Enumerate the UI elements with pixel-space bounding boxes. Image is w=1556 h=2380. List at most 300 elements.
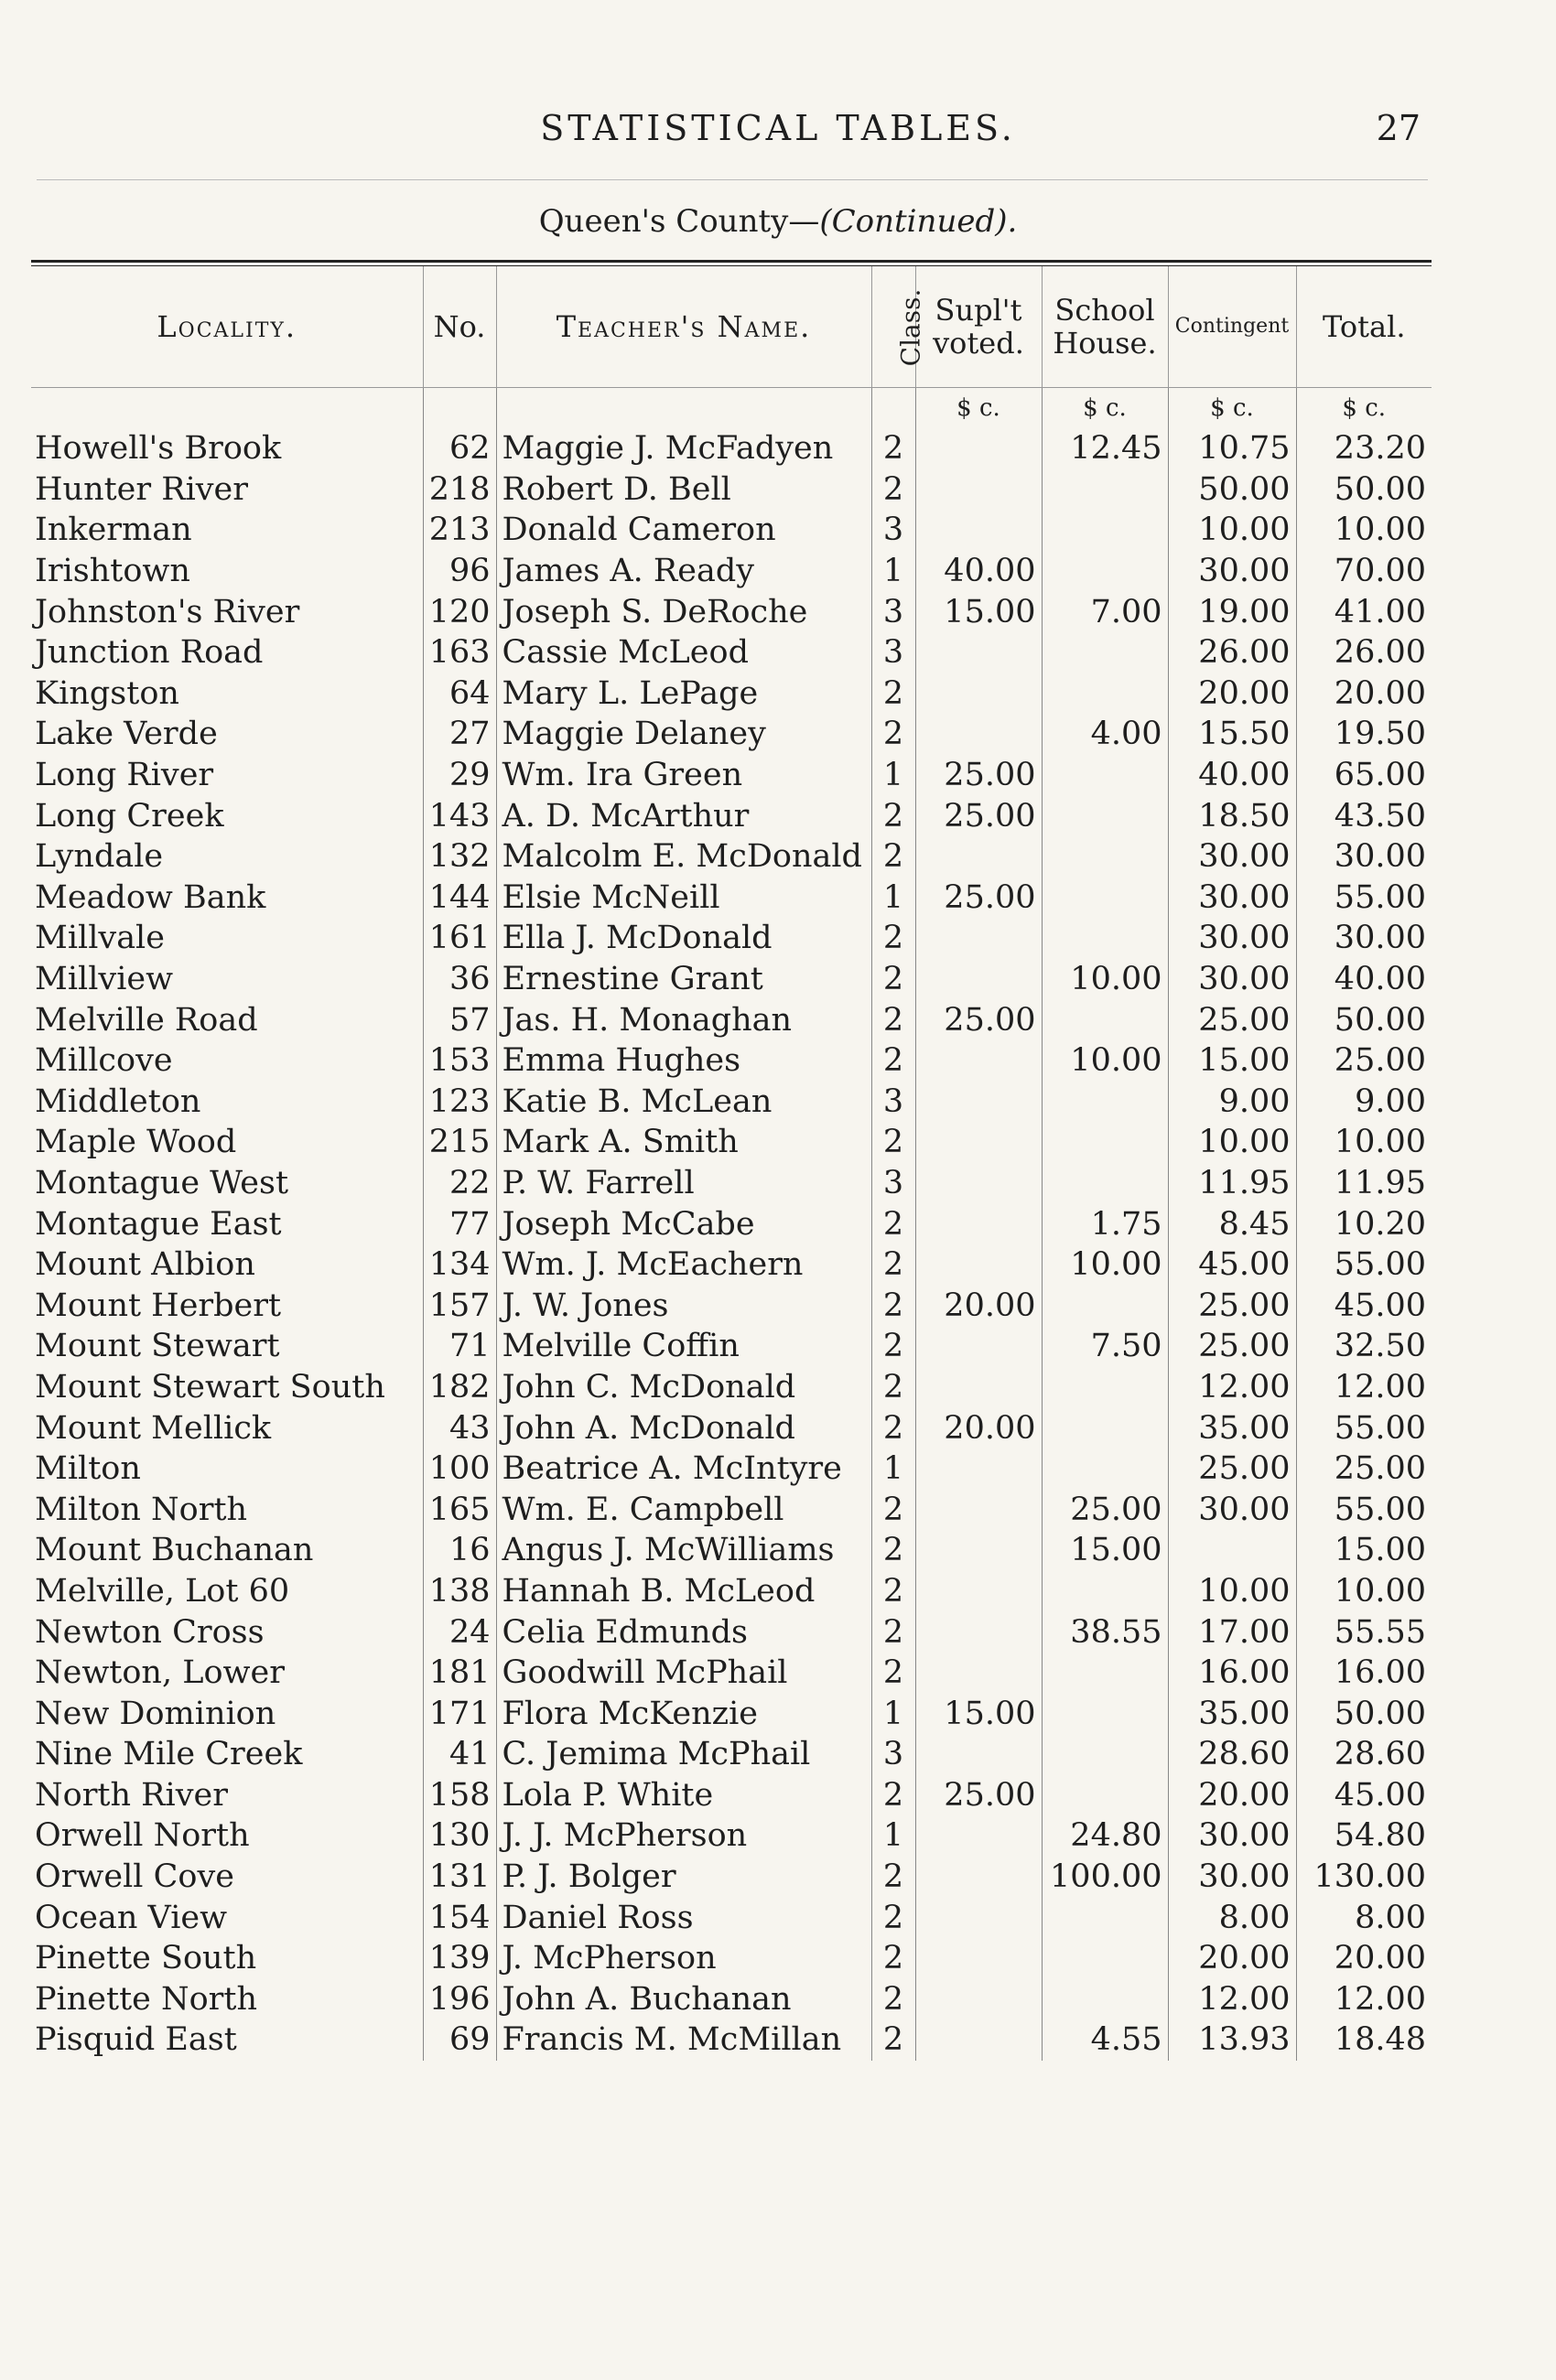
cell-contingent: 30.00 (1168, 1489, 1296, 1530)
cell-class: 3 (871, 632, 915, 673)
cell-school-house (1042, 1122, 1168, 1163)
table-row (31, 591, 1432, 632)
cell-no: 131 (423, 1857, 496, 1898)
cell-locality: Kingston (35, 674, 179, 712)
cell-teacher: Donald Cameron (496, 510, 871, 551)
cell-teacher: Mark A. Smith (496, 1122, 871, 1163)
table-row (31, 714, 1432, 755)
cell-class: 2 (871, 1897, 915, 1938)
cell-contingent: 8.00 (1168, 1897, 1296, 1938)
page-number: 27 (1376, 108, 1421, 148)
cell-locality: Mount Stewart (35, 1328, 280, 1365)
cell-total: 28.60 (1296, 1734, 1432, 1775)
cell-supplement (915, 1571, 1042, 1612)
header-rule (37, 179, 1428, 180)
cell-teacher: Angus J. McWilliams (496, 1530, 871, 1571)
cell-supplement (915, 1244, 1042, 1286)
cell-locality: Newton, Lower (35, 1654, 285, 1692)
subtitle-continued: (Continued). (819, 203, 1018, 240)
cell-teacher: J. J. McPherson (496, 1815, 871, 1857)
cell-supplement (915, 1367, 1042, 1408)
cell-locality: Pinette North (35, 1980, 258, 2018)
cell-no: 196 (423, 1979, 496, 2020)
cell-class: 1 (871, 755, 915, 796)
table-row (31, 1040, 1432, 1082)
cell-locality: North River (35, 1776, 228, 1814)
cell-class: 2 (871, 999, 915, 1040)
cell-locality: Orwell Cove (35, 1858, 234, 1896)
cell-teacher: Malcolm E. McDonald (496, 836, 871, 878)
cell-class: 2 (871, 1367, 915, 1408)
cell-no: 120 (423, 591, 496, 632)
cell-class: 2 (871, 673, 915, 715)
cell-contingent: 13.93 (1168, 2019, 1296, 2061)
cell-school-house (1042, 632, 1168, 673)
cell-school-house: 1.75 (1042, 1203, 1168, 1244)
cell-teacher: Ernestine Grant (496, 959, 871, 1000)
cell-contingent: 35.00 (1168, 1693, 1296, 1734)
cell-contingent (1168, 1530, 1296, 1571)
cell-locality: Nine Mile Creek (35, 1736, 303, 1773)
cell-total: 15.00 (1296, 1530, 1432, 1571)
cell-class: 2 (871, 1122, 915, 1163)
cell-locality: Pinette South (35, 1940, 257, 1977)
cell-teacher: Maggie Delaney (496, 714, 871, 755)
cell-school-house: 15.00 (1042, 1530, 1168, 1571)
cell-total: 65.00 (1296, 755, 1432, 796)
cell-contingent: 30.00 (1168, 959, 1296, 1000)
table-row (31, 551, 1432, 592)
header-total: Total. (1296, 266, 1432, 388)
cell-teacher: Wm. Ira Green (496, 755, 871, 796)
cell-total: 45.00 (1296, 1775, 1432, 1816)
cell-total: 55.00 (1296, 878, 1432, 919)
cell-no: 157 (423, 1285, 496, 1326)
cell-teacher: Joseph S. DeRoche (496, 591, 871, 632)
cell-supplement (915, 959, 1042, 1000)
cell-class: 2 (871, 795, 915, 836)
cell-supplement (915, 1326, 1042, 1367)
cell-no: 215 (423, 1122, 496, 1163)
units-contingent: $ c. (1168, 388, 1296, 429)
cell-contingent: 25.00 (1168, 999, 1296, 1040)
units-blank-no (423, 388, 496, 429)
cell-total: 10.00 (1296, 1571, 1432, 1612)
cell-class: 2 (871, 428, 915, 469)
cell-teacher: Elsie McNeill (496, 878, 871, 919)
cell-class: 3 (871, 1082, 915, 1123)
table-row (31, 1326, 1432, 1367)
cell-supplement (915, 1203, 1042, 1244)
cell-locality: Lyndale (35, 838, 164, 876)
cell-total: 20.00 (1296, 673, 1432, 715)
cell-locality: Pisquid East (35, 2021, 237, 2059)
cell-no: 43 (423, 1407, 496, 1448)
cell-total: 55.00 (1296, 1244, 1432, 1286)
cell-contingent: 12.00 (1168, 1367, 1296, 1408)
cell-locality: Mount Albion (35, 1246, 255, 1284)
cell-teacher: P. J. Bolger (496, 1857, 871, 1898)
table-row (31, 1407, 1432, 1448)
cell-school-house: 38.55 (1042, 1611, 1168, 1653)
cell-no: 100 (423, 1448, 496, 1490)
cell-school-house: 4.00 (1042, 714, 1168, 755)
cell-no: 182 (423, 1367, 496, 1408)
cell-supplement (915, 2019, 1042, 2061)
cell-total: 23.20 (1296, 428, 1432, 469)
cell-supplement (915, 1938, 1042, 1979)
cell-school-house (1042, 1163, 1168, 1204)
cell-school-house (1042, 673, 1168, 715)
cell-teacher: Goodwill McPhail (496, 1653, 871, 1694)
table-row (31, 1857, 1432, 1898)
cell-teacher: Ella J. McDonald (496, 918, 871, 959)
cell-total: 32.50 (1296, 1326, 1432, 1367)
cell-teacher: Hannah B. McLeod (496, 1571, 871, 1612)
cell-total: 11.95 (1296, 1163, 1432, 1204)
cell-total: 19.50 (1296, 714, 1432, 755)
cell-no: 181 (423, 1653, 496, 1694)
cell-contingent: 12.00 (1168, 1979, 1296, 2020)
cell-total: 16.00 (1296, 1653, 1432, 1694)
cell-contingent: 25.00 (1168, 1285, 1296, 1326)
cell-contingent: 45.00 (1168, 1244, 1296, 1286)
header-no: No. (423, 266, 496, 388)
cell-no: 57 (423, 999, 496, 1040)
cell-no: 96 (423, 551, 496, 592)
cell-locality: Johnston's River (35, 593, 300, 630)
cell-class: 2 (871, 1489, 915, 1530)
cell-teacher: Katie B. McLean (496, 1082, 871, 1123)
cell-school-house: 10.00 (1042, 1040, 1168, 1082)
cell-locality: Long River (35, 757, 214, 794)
cell-no: 71 (423, 1326, 496, 1367)
cell-school-house (1042, 1082, 1168, 1123)
cell-supplement (915, 1530, 1042, 1571)
cell-class: 3 (871, 591, 915, 632)
table-row (31, 878, 1432, 919)
table-row (31, 1082, 1432, 1123)
cell-locality: New Dominion (35, 1695, 276, 1732)
cell-contingent: 9.00 (1168, 1082, 1296, 1123)
cell-supplement (915, 1163, 1042, 1204)
cell-school-house (1042, 878, 1168, 919)
cell-teacher: John A. McDonald (496, 1407, 871, 1448)
table-row (31, 1693, 1432, 1734)
cell-supplement (915, 714, 1042, 755)
table-row (31, 1775, 1432, 1816)
cell-no: 22 (423, 1163, 496, 1204)
cell-school-house (1042, 1448, 1168, 1490)
cell-supplement: 25.00 (915, 1775, 1042, 1816)
cell-contingent: 10.00 (1168, 1571, 1296, 1612)
cell-supplement (915, 428, 1042, 469)
table-row (31, 428, 1432, 469)
cell-total: 9.00 (1296, 1082, 1432, 1123)
cell-supplement: 25.00 (915, 999, 1042, 1040)
table-row (31, 959, 1432, 1000)
cell-class: 1 (871, 551, 915, 592)
cell-teacher: Flora McKenzie (496, 1693, 871, 1734)
cell-class: 3 (871, 1734, 915, 1775)
header-class (871, 266, 925, 388)
cell-class: 1 (871, 1815, 915, 1857)
cell-school-house (1042, 999, 1168, 1040)
cell-supplement: 25.00 (915, 755, 1042, 796)
cell-no: 132 (423, 836, 496, 878)
cell-school-house (1042, 795, 1168, 836)
cell-supplement (915, 918, 1042, 959)
header-contingent: Contingent (1168, 266, 1296, 388)
table-row (31, 1734, 1432, 1775)
table-row (31, 1203, 1432, 1244)
cell-contingent: 30.00 (1168, 836, 1296, 878)
table-row (31, 469, 1432, 511)
cell-supplement: 15.00 (915, 1693, 1042, 1734)
cell-class: 2 (871, 2019, 915, 2061)
cell-supplement (915, 1979, 1042, 2020)
cell-total: 55.00 (1296, 1407, 1432, 1448)
cell-supplement: 25.00 (915, 795, 1042, 836)
cell-class: 2 (871, 1326, 915, 1367)
cell-locality: Lake Verde (35, 716, 218, 753)
cell-no: 144 (423, 878, 496, 919)
cell-supplement (915, 1040, 1042, 1082)
cell-contingent: 10.75 (1168, 428, 1296, 469)
cell-no: 16 (423, 1530, 496, 1571)
cell-contingent: 11.95 (1168, 1163, 1296, 1204)
cell-no: 171 (423, 1693, 496, 1734)
cell-total: 130.00 (1296, 1857, 1432, 1898)
cell-contingent: 17.00 (1168, 1611, 1296, 1653)
cell-supplement (915, 1734, 1042, 1775)
cell-contingent: 16.00 (1168, 1653, 1296, 1694)
cell-supplement (915, 1122, 1042, 1163)
cell-total: 30.00 (1296, 918, 1432, 959)
cell-school-house: 7.00 (1042, 591, 1168, 632)
cell-locality: Milton (35, 1450, 141, 1488)
cell-locality: Maple Wood (35, 1124, 237, 1161)
cell-locality: Milton North (35, 1491, 248, 1528)
cell-locality: Melville Road (35, 1001, 258, 1039)
cell-school-house: 10.00 (1042, 1244, 1168, 1286)
cell-no: 154 (423, 1897, 496, 1938)
cell-supplement (915, 1489, 1042, 1530)
cell-no: 69 (423, 2019, 496, 2061)
table-row (31, 1244, 1432, 1286)
cell-no: 139 (423, 1938, 496, 1979)
table-row (31, 673, 1432, 715)
cell-supplement: 15.00 (915, 591, 1042, 632)
table-row (31, 836, 1432, 878)
units-total: $ c. (1296, 388, 1432, 429)
cell-teacher: Maggie J. McFadyen (496, 428, 871, 469)
table-row (31, 1489, 1432, 1530)
cell-teacher: A. D. McArthur (496, 795, 871, 836)
cell-no: 153 (423, 1040, 496, 1082)
cell-supplement (915, 836, 1042, 878)
table-row (31, 1979, 1432, 2020)
cell-school-house (1042, 1897, 1168, 1938)
cell-no: 158 (423, 1775, 496, 1816)
table-row (31, 1285, 1432, 1326)
cell-contingent: 25.00 (1168, 1326, 1296, 1367)
cell-school-house (1042, 918, 1168, 959)
units-blank-class (871, 388, 915, 429)
cell-school-house (1042, 1693, 1168, 1734)
cell-no: 134 (423, 1244, 496, 1286)
cell-locality: Newton Cross (35, 1613, 265, 1651)
cell-locality: Long Creek (35, 797, 224, 835)
cell-contingent: 25.00 (1168, 1448, 1296, 1490)
table-subtitle (0, 203, 1556, 240)
cell-supplement (915, 510, 1042, 551)
cell-class: 2 (871, 1203, 915, 1244)
cell-school-house (1042, 1734, 1168, 1775)
cell-no: 138 (423, 1571, 496, 1612)
cell-contingent: 19.00 (1168, 591, 1296, 632)
table-row (31, 632, 1432, 673)
cell-school-house (1042, 1571, 1168, 1612)
cell-supplement (915, 1082, 1042, 1123)
cell-no: 218 (423, 469, 496, 511)
cell-teacher: Emma Hughes (496, 1040, 871, 1082)
cell-locality: Hunter River (35, 470, 249, 508)
cell-contingent: 20.00 (1168, 673, 1296, 715)
cell-supplement (915, 632, 1042, 673)
cell-locality: Ocean View (35, 1899, 228, 1936)
cell-supplement (915, 1815, 1042, 1857)
cell-contingent: 10.00 (1168, 510, 1296, 551)
cell-class: 1 (871, 1448, 915, 1490)
cell-teacher: Joseph McCabe (496, 1203, 871, 1244)
cell-teacher: Cassie McLeod (496, 632, 871, 673)
cell-total: 30.00 (1296, 836, 1432, 878)
cell-locality: Millcove (35, 1042, 173, 1080)
cell-teacher: J. McPherson (496, 1938, 871, 1979)
running-title: STATISTICAL TABLES. (540, 108, 1016, 148)
cell-teacher: C. Jemima McPhail (496, 1734, 871, 1775)
table-row (31, 755, 1432, 796)
cell-total: 55.00 (1296, 1489, 1432, 1530)
cell-total: 70.00 (1296, 551, 1432, 592)
cell-teacher: Robert D. Bell (496, 469, 871, 511)
cell-class: 3 (871, 510, 915, 551)
cell-total: 12.00 (1296, 1979, 1432, 2020)
cell-class: 2 (871, 1530, 915, 1571)
units-row (31, 388, 1432, 429)
cell-locality: Millview (35, 961, 174, 998)
cell-class: 2 (871, 918, 915, 959)
cell-total: 10.20 (1296, 1203, 1432, 1244)
cell-class: 2 (871, 1285, 915, 1326)
cell-contingent: 50.00 (1168, 469, 1296, 511)
header-class-label: Class. (894, 288, 925, 367)
cell-total: 50.00 (1296, 469, 1432, 511)
cell-teacher: P. W. Farrell (496, 1163, 871, 1204)
cell-locality: Orwell North (35, 1817, 250, 1855)
cell-teacher: John C. McDonald (496, 1367, 871, 1408)
cell-no: 62 (423, 428, 496, 469)
cell-no: 130 (423, 1815, 496, 1857)
table-header-row (31, 266, 1432, 388)
cell-school-house (1042, 1979, 1168, 2020)
cell-class: 2 (871, 1571, 915, 1612)
cell-supplement (915, 1611, 1042, 1653)
table-row (31, 1367, 1432, 1408)
cell-contingent: 8.45 (1168, 1203, 1296, 1244)
cell-total: 50.00 (1296, 999, 1432, 1040)
cell-total: 26.00 (1296, 632, 1432, 673)
table-row (31, 510, 1432, 551)
cell-teacher: Jas. H. Monaghan (496, 999, 871, 1040)
cell-no: 161 (423, 918, 496, 959)
cell-teacher: Beatrice A. McIntyre (496, 1448, 871, 1490)
cell-locality: Middleton (35, 1082, 201, 1120)
cell-contingent: 15.00 (1168, 1040, 1296, 1082)
cell-contingent: 30.00 (1168, 878, 1296, 919)
cell-school-house (1042, 1285, 1168, 1326)
table-row (31, 1163, 1432, 1204)
table-row (31, 1653, 1432, 1694)
cell-locality: Mount Mellick (35, 1409, 272, 1447)
cell-locality: Inkerman (35, 512, 192, 549)
cell-contingent: 30.00 (1168, 551, 1296, 592)
cell-supplement (915, 673, 1042, 715)
table-row (31, 1122, 1432, 1163)
cell-contingent: 18.50 (1168, 795, 1296, 836)
cell-teacher: Mary L. LePage (496, 673, 871, 715)
cell-contingent: 10.00 (1168, 1122, 1296, 1163)
cell-school-house: 7.50 (1042, 1326, 1168, 1367)
cell-locality: Irishtown (35, 553, 190, 590)
cell-class: 3 (871, 1163, 915, 1204)
cell-total: 20.00 (1296, 1938, 1432, 1979)
cell-total: 40.00 (1296, 959, 1432, 1000)
cell-school-house (1042, 1407, 1168, 1448)
cell-teacher: James A. Ready (496, 551, 871, 592)
cell-teacher: John A. Buchanan (496, 1979, 871, 2020)
cell-teacher: Wm. E. Campbell (496, 1489, 871, 1530)
header-school-house: School House. (1042, 266, 1168, 388)
cell-class: 1 (871, 1693, 915, 1734)
statistical-table (31, 266, 1432, 2061)
cell-teacher: Lola P. White (496, 1775, 871, 1816)
cell-teacher: Celia Edmunds (496, 1611, 871, 1653)
cell-class: 2 (871, 1938, 915, 1979)
cell-class: 2 (871, 1244, 915, 1286)
units-school-house: $ c. (1042, 388, 1168, 429)
header-locality: Locality. (31, 266, 423, 388)
table-row (31, 918, 1432, 959)
table-row (31, 795, 1432, 836)
cell-total: 55.55 (1296, 1611, 1432, 1653)
cell-contingent: 28.60 (1168, 1734, 1296, 1775)
table-row (31, 1938, 1432, 1979)
table-row (31, 1448, 1432, 1490)
cell-school-house (1042, 836, 1168, 878)
table-row (31, 1897, 1432, 1938)
cell-supplement (915, 1857, 1042, 1898)
cell-total: 54.80 (1296, 1815, 1432, 1857)
cell-school-house: 25.00 (1042, 1489, 1168, 1530)
units-blank-locality (31, 388, 423, 429)
cell-locality: Junction Road (35, 634, 264, 672)
cell-supplement: 25.00 (915, 878, 1042, 919)
cell-school-house: 100.00 (1042, 1857, 1168, 1898)
cell-no: 77 (423, 1203, 496, 1244)
cell-teacher: Francis M. McMillan (496, 2019, 871, 2061)
